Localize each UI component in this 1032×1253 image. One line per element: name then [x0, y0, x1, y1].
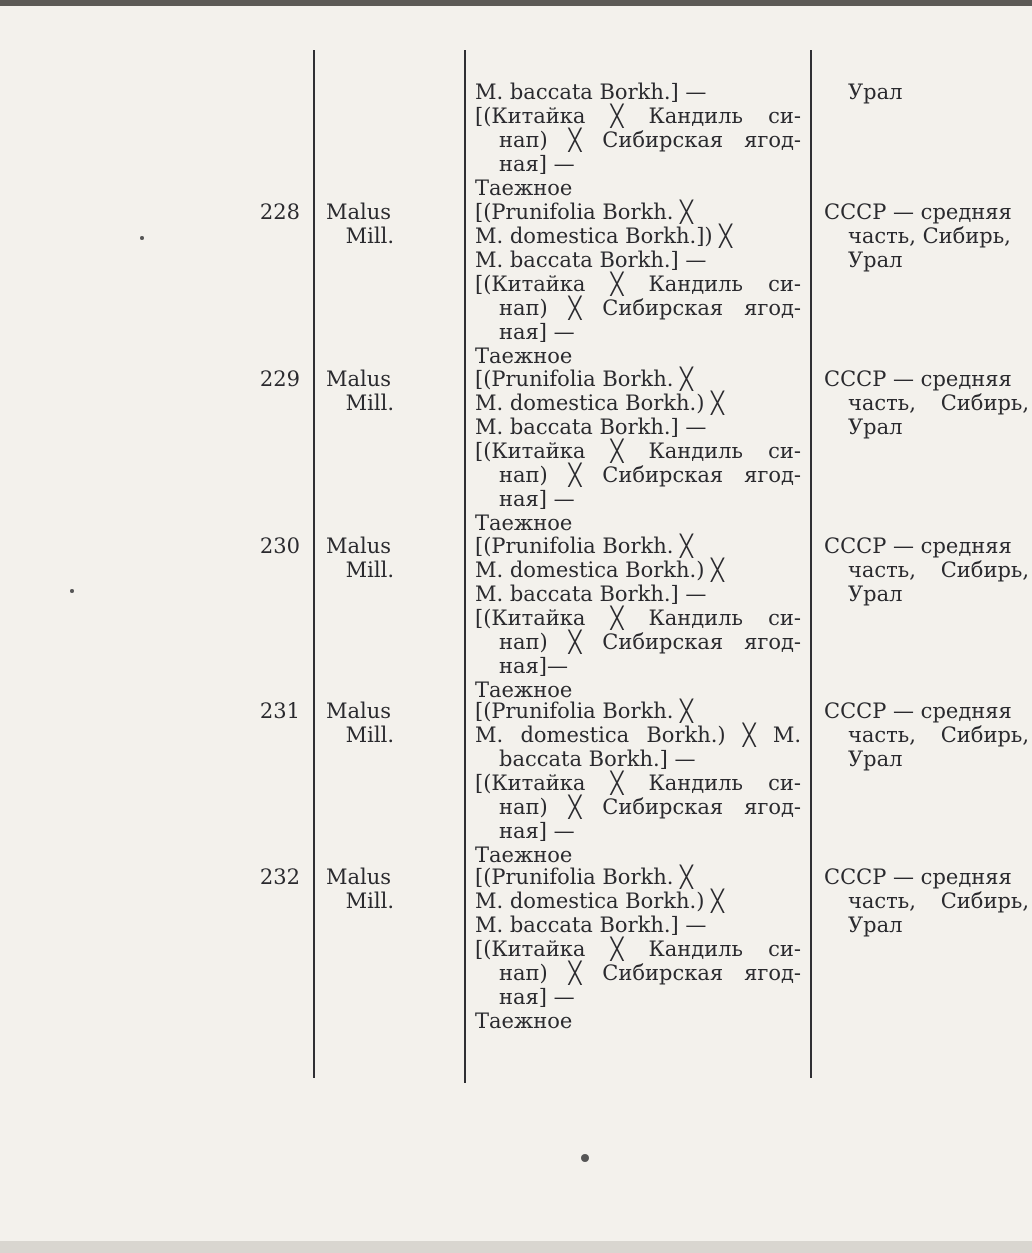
cross-line: M. domestica Borkh.) ╳	[475, 558, 724, 582]
cross-line: ная] —	[499, 985, 575, 1009]
row-number: 229	[259, 367, 300, 391]
genus-name: Malus	[326, 534, 392, 558]
region-line: СССР — средняя	[824, 200, 1012, 224]
cross-line: [(Prunifolia Borkh. ╳	[475, 699, 693, 723]
cross-line: M. domestica Borkh.) ╳	[475, 391, 724, 415]
cross-line: [(Китайка ╳ Кандиль си-	[475, 771, 801, 795]
cross-line: нап) ╳ Сибирская ягод-	[499, 630, 801, 654]
continuation-region-cell	[824, 80, 1029, 104]
region-line: Урал	[848, 248, 903, 272]
cross-line: M. baccata Borkh.] —	[475, 582, 707, 606]
cross-cell	[475, 200, 801, 368]
region-cell	[824, 534, 1029, 606]
genus-author: Mill.	[345, 723, 394, 747]
cross-cell	[475, 534, 801, 702]
region-line: часть, Сибирь,	[848, 391, 1029, 415]
region-line: СССР — средняя	[824, 367, 1012, 391]
cross-line: нап) ╳ Сибирская ягод-	[499, 463, 801, 487]
cross-line: [(Китайка ╳ Кандиль си-	[475, 104, 801, 128]
genus-name: Malus	[326, 367, 392, 391]
cross-line: [(Prunifolia Borkh. ╳	[475, 865, 693, 889]
row-number: 231	[259, 699, 300, 723]
cross-line: Таежное	[475, 678, 573, 702]
region-line: Урал	[848, 582, 903, 606]
region-line: часть, Сибирь,	[848, 224, 1011, 248]
cross-line: [(Prunifolia Borkh. ╳	[475, 367, 693, 391]
row-number: 232	[259, 865, 300, 889]
column-rule-3	[810, 50, 812, 1078]
cross-cell	[475, 699, 801, 867]
continuation-cross-cell	[475, 80, 801, 200]
page-bottom-edge	[0, 1241, 1032, 1253]
page-speck	[140, 236, 144, 240]
column-rule-2	[464, 50, 466, 1083]
cross-line: Таежное	[475, 176, 573, 200]
region-line: Урал	[848, 415, 903, 439]
row-number: 230	[259, 534, 300, 558]
cross-line: нап) ╳ Сибирская ягод-	[499, 128, 801, 152]
genus-cell	[320, 367, 394, 415]
page-speck	[581, 1154, 589, 1162]
region-cell	[824, 367, 1029, 439]
genus-author: Mill.	[345, 889, 394, 913]
genus-name: Malus	[326, 699, 392, 723]
cross-line: нап) ╳ Сибирская ягод-	[499, 296, 801, 320]
cross-line: [(Китайка ╳ Кандиль си-	[475, 272, 801, 296]
page-speck	[70, 589, 74, 593]
genus-name: Malus	[326, 865, 392, 889]
region-line: Урал	[848, 80, 903, 104]
region-line: часть, Сибирь,	[848, 889, 1029, 913]
cross-line: [(Китайка ╳ Кандиль си-	[475, 439, 801, 463]
region-line: Урал	[848, 747, 903, 771]
cross-line: M. domestica Borkh.]) ╳	[475, 224, 732, 248]
region-line: часть, Сибирь,	[848, 558, 1029, 582]
region-cell	[824, 699, 1029, 771]
genus-cell	[320, 200, 394, 248]
cross-line: [(Китайка ╳ Кандиль си-	[475, 937, 801, 961]
genus-cell	[320, 534, 394, 582]
cross-line: ная]—	[499, 654, 568, 678]
cross-line: M. baccata Borkh.] —	[475, 913, 707, 937]
cross-line: [(Китайка ╳ Кандиль си-	[475, 606, 801, 630]
cross-line: [(Prunifolia Borkh. ╳	[475, 200, 693, 224]
genus-author: Mill.	[345, 558, 394, 582]
region-cell	[824, 200, 1029, 272]
region-cell	[824, 865, 1029, 937]
cross-line: ная] —	[499, 819, 575, 843]
cross-line: ная] —	[499, 320, 575, 344]
cross-line: Таежное	[475, 843, 573, 867]
cross-line: M. baccata Borkh.] —	[475, 415, 707, 439]
cross-line: Таежное	[475, 1009, 573, 1033]
region-line: Урал	[848, 913, 903, 937]
cross-line: M. baccata Borkh.] —	[475, 248, 707, 272]
region-line: СССР — средняя	[824, 534, 1012, 558]
cross-line: [(Prunifolia Borkh. ╳	[475, 534, 693, 558]
cross-line: ная] —	[499, 152, 575, 176]
row-number: 228	[259, 200, 300, 224]
genus-author: Mill.	[345, 224, 394, 248]
cross-cell	[475, 367, 801, 535]
region-line: часть, Сибирь,	[848, 723, 1029, 747]
cross-line: M. domestica Borkh.) ╳	[475, 889, 724, 913]
genus-cell	[320, 865, 394, 913]
column-rule-1	[313, 50, 315, 1078]
cross-line: M. baccata Borkh.] —	[475, 80, 707, 104]
genus-author: Mill.	[345, 391, 394, 415]
cross-line: Таежное	[475, 511, 573, 535]
cross-line: M. domestica Borkh.) ╳ M.	[475, 723, 801, 747]
genus-name: Malus	[326, 200, 392, 224]
region-line: СССР — средняя	[824, 699, 1012, 723]
cross-cell	[475, 865, 801, 1033]
region-line: СССР — средняя	[824, 865, 1012, 889]
cross-line: baccata Borkh.] —	[499, 747, 696, 771]
cross-line: Таежное	[475, 344, 573, 368]
cross-line: нап) ╳ Сибирская ягод-	[499, 961, 801, 985]
genus-cell	[320, 699, 394, 747]
cross-line: ная] —	[499, 487, 575, 511]
cross-line: нап) ╳ Сибирская ягод-	[499, 795, 801, 819]
